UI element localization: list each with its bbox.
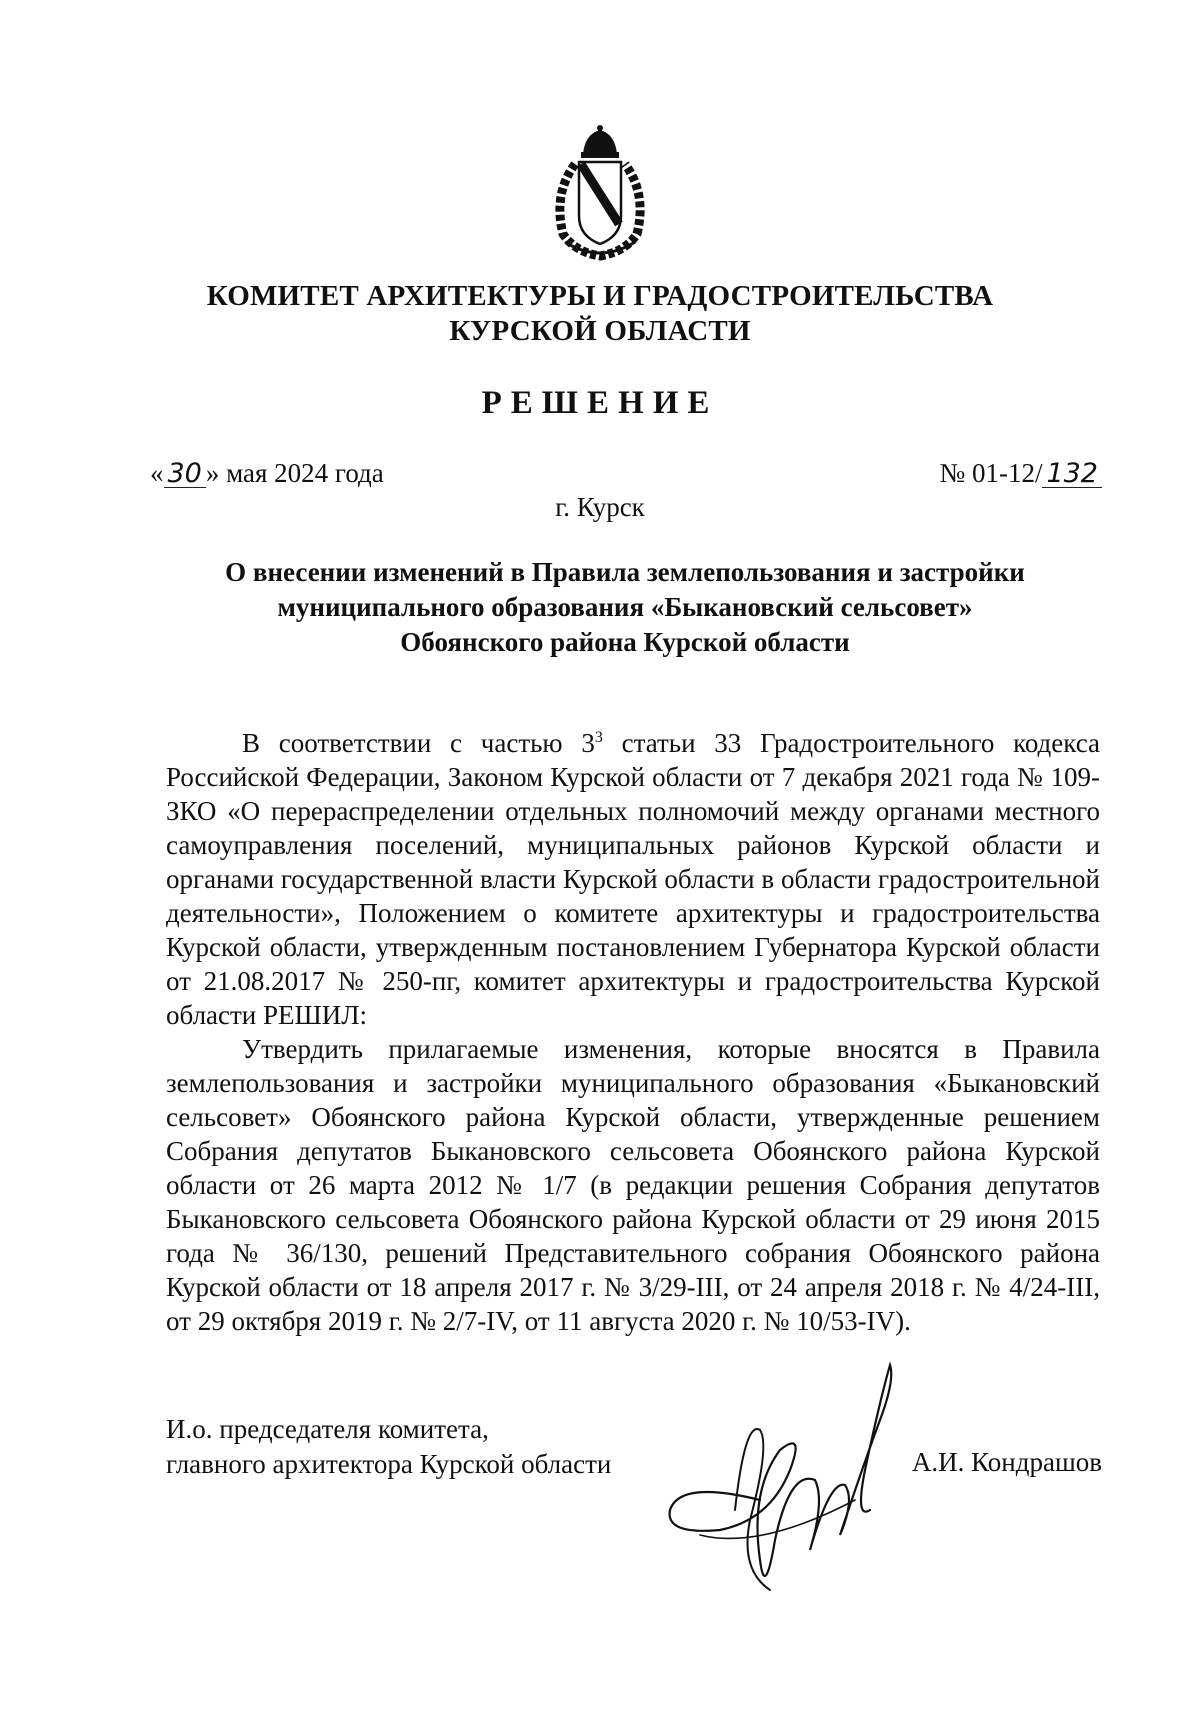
- coat-of-arms-icon: [545, 124, 655, 262]
- document-number: [939, 458, 1102, 489]
- subject-line2: муниципального образования «Быкановский сельсовет»: [277, 592, 973, 622]
- handwritten-signature: [640, 1360, 920, 1620]
- org-name-line1: КОМИТЕТ АРХИТЕКТУРЫ И ГРАДОСТРОИТЕЛЬСТВА: [206, 280, 994, 312]
- p1-text-rest: статьи 33 Градостроительного кодекса Российской Федерации, Законом Курской области от 7 декабря 2021 года № 109-ЗКО «О перераспределении отдельных полномочий между органами местного самоуправления поселений, муниципальных районов Курской области и органами государственной власти Курской области в области градостроительной деятельности», Положением о комитете архитектуры и градостроительства Курской области, утвержденным постановлением Губернатора Курской области от 21.08.2017 № 250-пг, комитет архитектуры и градостроительства Курской области РЕШИЛ:: [166, 728, 1100, 1030]
- signatory-name: А.И. Кондрашов: [911, 1447, 1102, 1477]
- body-paragraph-2: Утвердить прилагаемые изменения, которые вносятся в Правила землепользования и застройки муниципального образования «Быкановский сельсовет» Обоянского района Курской области, утвержденные решением Собрания депутатов Быкановского сельсовета Обоянского района Курской области от 26 марта 2012 № 1/7 (в редакции решения Собрания депутатов Быкановского сельсовета Обоянского района Курской области от 29 июня 2015 года № 36/130, решений Представительного собрания Обоянского района Курской области от 18 апреля 2017 г. № 3/29-III, от 24 апреля 2018 г. № 4/24-III, от 29 октября 2019 г. № 2/7-IV, от 11 августа 2020 г. № 10/53-IV).: [166, 1034, 1100, 1336]
- document-type: РЕШЕНИЕ: [481, 385, 719, 421]
- p1-text-start: В соответствии с частью 3: [242, 728, 595, 758]
- org-name-line2: КУРСКОЙ ОБЛАСТИ: [449, 315, 751, 347]
- document-body: [166, 726, 1100, 1338]
- subject-line1: О внесении изменений в Правила землепользования и застройки: [225, 557, 1025, 587]
- number-prefix: № 01-12/: [939, 458, 1043, 488]
- document-city: г. Курск: [555, 492, 645, 522]
- subject-line3: Обоянского района Курской области: [400, 627, 850, 657]
- document-subject: [150, 555, 1100, 660]
- position-line1: И.о. председателя комитета,: [166, 1414, 489, 1444]
- date-day-handwritten: 30: [164, 461, 206, 488]
- position-line2: главного архитектора Курской области: [166, 1449, 612, 1479]
- number-handwritten: 132: [1042, 461, 1102, 488]
- date-suffix: » мая 2024 года: [205, 458, 384, 488]
- document-date: [150, 458, 384, 489]
- p1-superscript: 3: [594, 729, 603, 746]
- date-prefix: «: [150, 458, 164, 488]
- signatory-position: [166, 1412, 611, 1482]
- body-paragraph-1: [166, 726, 1100, 1032]
